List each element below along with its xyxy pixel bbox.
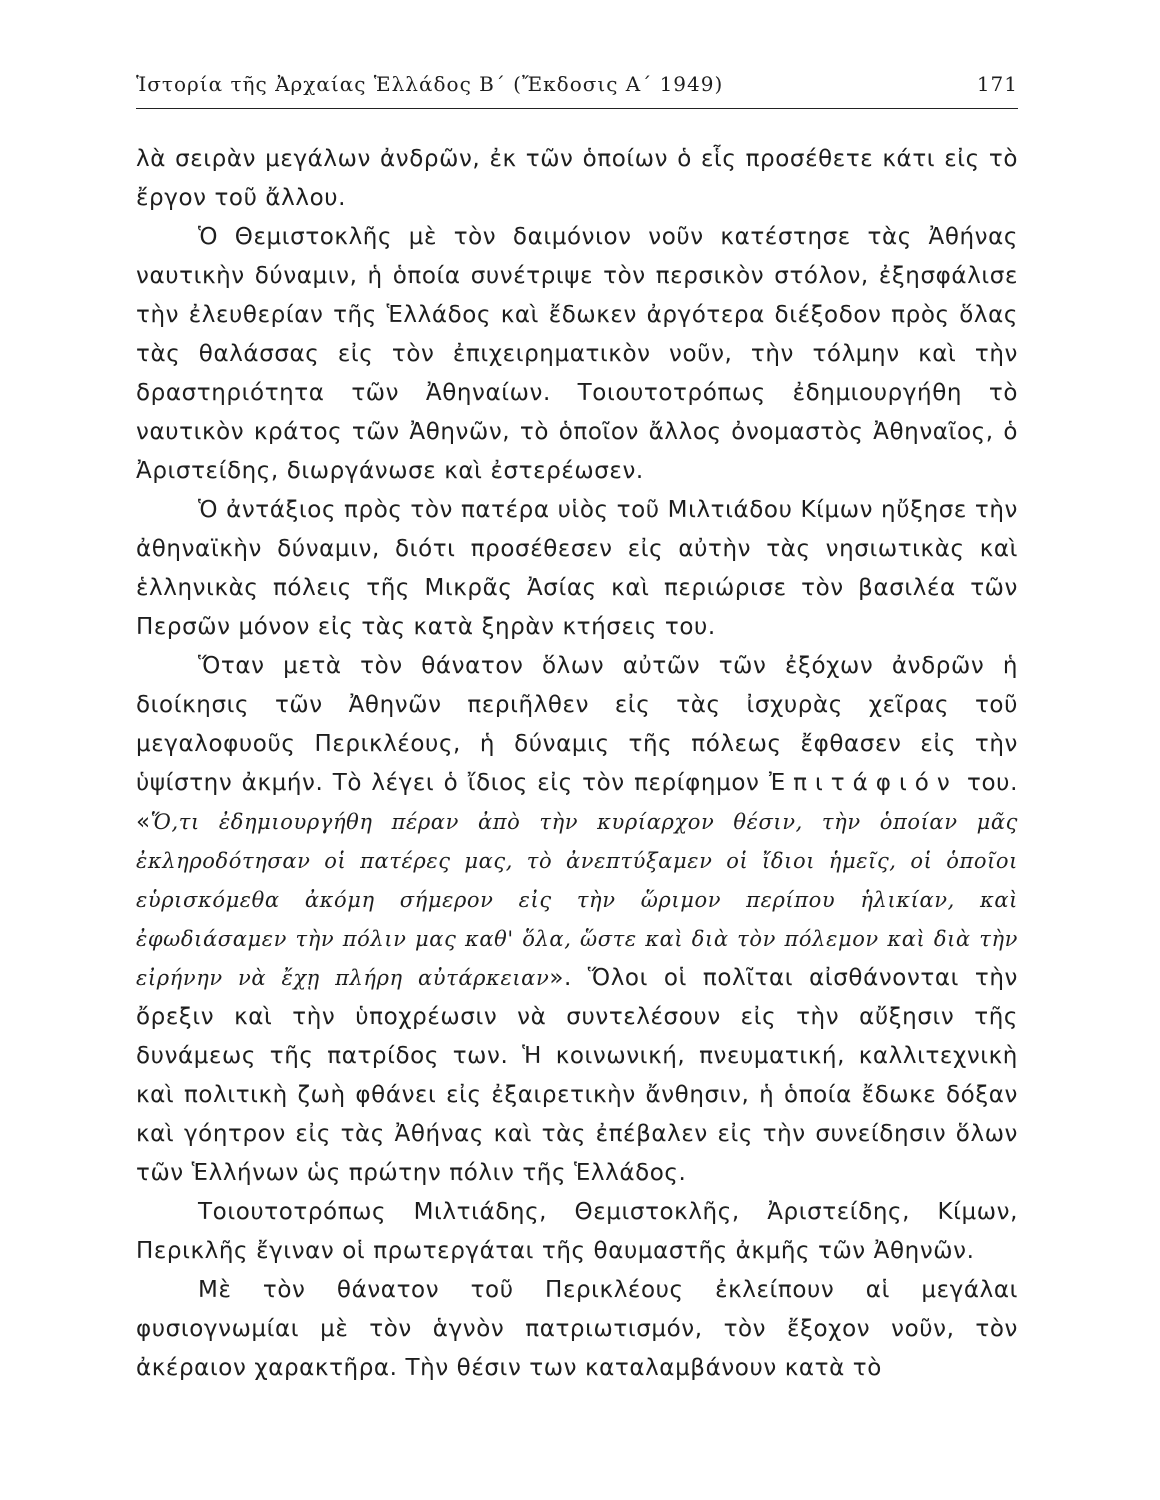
paragraph (136, 1271, 1018, 1388)
paragraph-text: Ὁ ἀντάξιος πρὸς τὸν πατέρα υἱὸς τοῦ Μιλτιάδου Κίμων ηὔξησε τὴν ἀθηναϊκὴν δύναμιν, διότι προσέθεσεν εἰς αὐτὴν τὰς νησιωτικὰς καὶ ἑλληνικὰς πόλεις τῆς Μικρᾶς Ἀσίας καὶ περιώρισε τὸν βασιλέα τῶν Περσῶν μόνον εἰς τὰς κατὰ ξηρὰν κτήσεις του. (136, 497, 1018, 640)
paragraph-text: του. « (136, 770, 1018, 835)
paragraph (136, 140, 1018, 218)
paragraph-text: Ὅταν μετὰ τὸν θάνατον ὅλων αὐτῶν τῶν ἐξόχων ἀνδρῶν ἡ διοίκησις τῶν Ἀθηνῶν περιῆλθεν εἰς τὰς ἰσχυρὰς χεῖρας τοῦ μεγαλοφυοῦς Περικλέους, ἡ δύναμις τῆς πόλεως ἔφθασεν εἰς τὴν ὑψίστην ἀκμήν. Τὸ λέγει ὁ ἴδιος εἰς τὸν περίφημον (136, 653, 1018, 796)
running-header (136, 72, 1018, 96)
paragraph-text: Τοιουτοτρόπως Μιλτιάδης, Θεμιστοκλῆς, Ἀριστείδης, Κίμων, Περικλῆς ἔγιναν οἱ πρωτεργάται τῆς θαυμαστῆς ἀκμῆς τῶν Ἀθηνῶν. (136, 1199, 1018, 1264)
paragraph-text: Μὲ τὸν θάνατον τοῦ Περικλέους ἐκλείπουν αἱ μεγάλαι φυσιογνωμίαι μὲ τὸν ἁγνὸν πατριωτισμόν, τὸν ἔξοχον νοῦν, τὸν ἀκέραιον χαρακτῆρα. Τὴν θέσιν των καταλαμβάνουν κατὰ τὸ (136, 1277, 1018, 1381)
paragraph (136, 1193, 1018, 1271)
header-rule (136, 108, 1018, 109)
paragraph-text: ». Ὅλοι οἱ πολῖται αἰσθάνονται τὴν ὄρεξιν καὶ τὴν ὑποχρέωσιν νὰ συντελέσουν εἰς τὴν αὔξησιν τῆς δυνάμεως τῆς πατρίδος των. Ἡ κοινωνική, πνευματική, καλλιτεχνικὴ καὶ πολιτικὴ ζωὴ φθάνει εἰς ἐξαιρετικὴν ἄνθησιν, ἡ ὁποία ἔδωκε δόξαν καὶ γόητρον εἰς τὰς Ἀθήνας καὶ τὰς ἐπέβαλεν εἰς τὴν συνείδησιν ὅλων τῶν Ἑλλήνων ὡς πρώτην πόλιν τῆς Ἑλλάδος. (136, 965, 1018, 1186)
body-text (136, 140, 1018, 1388)
paragraph (136, 491, 1018, 647)
paragraph (136, 218, 1018, 491)
paragraph-text: Ὁ Θεμιστοκλῆς μὲ τὸν δαιμόνιον νοῦν κατέστησε τὰς Ἀθήνας ναυτικὴν δύναμιν, ἡ ὁποία συνέτριψε τὸν περσικὸν στόλον, ἐξησφάλισε τὴν ἐλευθερίαν τῆς Ἑλλάδος καὶ ἔδωκεν ἀργότερα διέξοδον πρὸς ὅλας τὰς θαλάσσας εἰς τὸν ἐπιχειρηματικὸν νοῦν, τὴν τόλμην καὶ τὴν δραστηριότητα τῶν Ἀθηναίων. Τοιουτοτρόπως ἐδημιουργήθη τὸ ναυτικὸν κράτος τῶν Ἀθηνῶν, τὸ ὁποῖον ἄλλος ὀνομαστὸς Ἀθηναῖος, ὁ Ἀριστείδης, διωργάνωσε καὶ ἐστερέωσεν. (136, 224, 1018, 484)
paragraph (136, 647, 1018, 1193)
paragraph-text: λὰ σειρὰν μεγάλων ἀνδρῶν, ἐκ τῶν ὁποίων ὁ εἷς προσέθετε κάτι εἰς τὸ ἔργον τοῦ ἄλλου. (136, 146, 1018, 211)
spaced-title: Ἐπιτάφιόν (768, 770, 958, 796)
header-title: Ἱστορία τῆς Ἀρχαίας Ἑλλάδος Β΄ (Ἔκδοσις Α΄ 1949) (136, 72, 724, 96)
page-number: 171 (976, 72, 1018, 96)
italic-quotation: Ὅ,τι ἐδημιουργήθη πέραν ἀπὸ τὴν κυρίαρχον θέσιν, τὴν ὁποίαν μᾶς ἐκληροδότησαν οἱ πατέρες μας, τὸ ἀνεπτύξαμεν οἱ ἴδιοι ἡμεῖς, οἱ ὁποῖοι εὑρισκόμεθα ἀκόμη σήμερον εἰς τὴν ὥριμον περίπου ἡλικίαν, καὶ ἐφωδιάσαμεν τὴν πόλιν μας καθ' ὅλα, ὥστε καὶ διὰ τὸν πόλεμον καὶ διὰ τὴν εἰρήνην νὰ ἔχῃ πλήρη αὐτάρκειαν (136, 810, 1018, 990)
